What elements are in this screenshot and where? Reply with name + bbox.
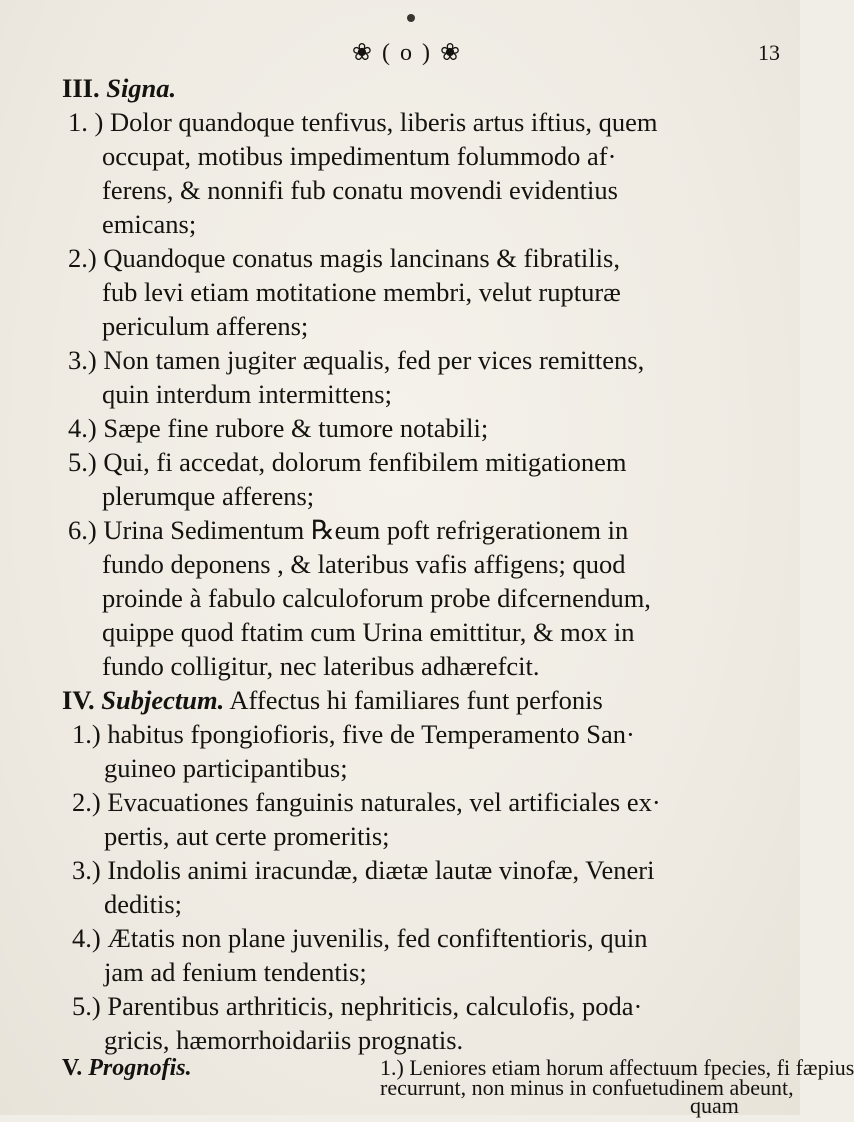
text-line: 3.) Indolis animi iracundæ, diætæ lautæ vinofæ, Veneri (72, 855, 655, 885)
text-line: 1. ) Dolor quandoque tenfivus, liberis artus iftius, quem (68, 107, 658, 137)
text-line: 5.) Parentibus arthriticis, nephriticis, calculofis, poda· (72, 991, 643, 1021)
section-number: IV. (62, 685, 95, 715)
text-line: ferens, & nonnifi fub conatu movendi evidentius (102, 175, 618, 205)
text-line: proinde à fabulo calculoforum probe difcernendum, (102, 583, 651, 613)
catchword: quam (690, 1093, 739, 1118)
ink-dot (407, 14, 415, 22)
text-line: gricis, hæmorrhoidariis prognatis. (104, 1025, 464, 1055)
text-line: quin interdum intermittens; (102, 379, 392, 409)
text-line: pertis, aut certe promeritis; (104, 821, 390, 851)
text-line: periculum afferens; (102, 311, 309, 341)
text-line: deditis; (104, 889, 183, 919)
text-line: 1.) habitus fpongiofioris, five de Temperamento San· (72, 719, 635, 749)
section-heading-text: Affectus hi familiares funt perfonis (229, 685, 603, 715)
text-line: plerumque afferens; (102, 481, 315, 511)
text-line: 1.) Leniores etiam horum affectuum fpecies, fi fæpius (380, 1055, 854, 1080)
section-heading-subjectum (62, 684, 603, 716)
text-line: 3.) Non tamen jugiter æqualis, fed per vices remittens, (68, 345, 645, 375)
section-title: Subjectum. (101, 685, 225, 715)
text-line: fub levi etiam motitatione membri, velut rupturæ (102, 277, 621, 307)
page-number: 13 (758, 40, 780, 65)
text-line: jam ad fenium tendentis; (104, 957, 367, 987)
text-line: 5.) Qui, fi accedat, dolorum fenfibilem mitigationem (68, 447, 627, 477)
section-number: V. (62, 1055, 83, 1081)
text-line: 2.) Quandoque conatus magis lancinans & fibratilis, (68, 243, 620, 273)
text-line: guineo participantibus; (104, 753, 348, 783)
text-line: 4.) Sæpe fine rubore & tumore notabili; (68, 413, 489, 443)
text-line: 4.) Ætatis non plane juvenilis, fed confiftentioris, quin (72, 923, 648, 953)
text-line: 2.) Evacuationes fanguinis naturales, vel artificiales ex· (72, 787, 661, 817)
section-title: Prognofis. (88, 1055, 192, 1081)
text-line: 6.) Urina Sedimentum ℞eum poft refrigerationem in (68, 515, 629, 545)
text-line: fundo colligitur, nec lateribus adhærefcit. (102, 651, 540, 681)
section-title: Signa. (106, 73, 177, 103)
text-line: emicans; (102, 209, 197, 239)
page-header (0, 38, 800, 68)
text-line: recurrunt, non minus in confuetudinem abeunt, (380, 1075, 794, 1100)
section-heading-prognosis (62, 1052, 192, 1084)
text-line: quippe quod ftatim cum Urina emittitur, & mox in (102, 617, 635, 647)
text-line: occupat, motibus impedimentum folummodo af· (102, 141, 617, 171)
header-ornament: ❀ ( o ) ❀ (351, 40, 463, 66)
section-number: III. (62, 73, 100, 103)
text-line: fundo deponens , & lateribus vafis affigens; quod (102, 549, 626, 579)
section-heading-signa (62, 72, 176, 104)
